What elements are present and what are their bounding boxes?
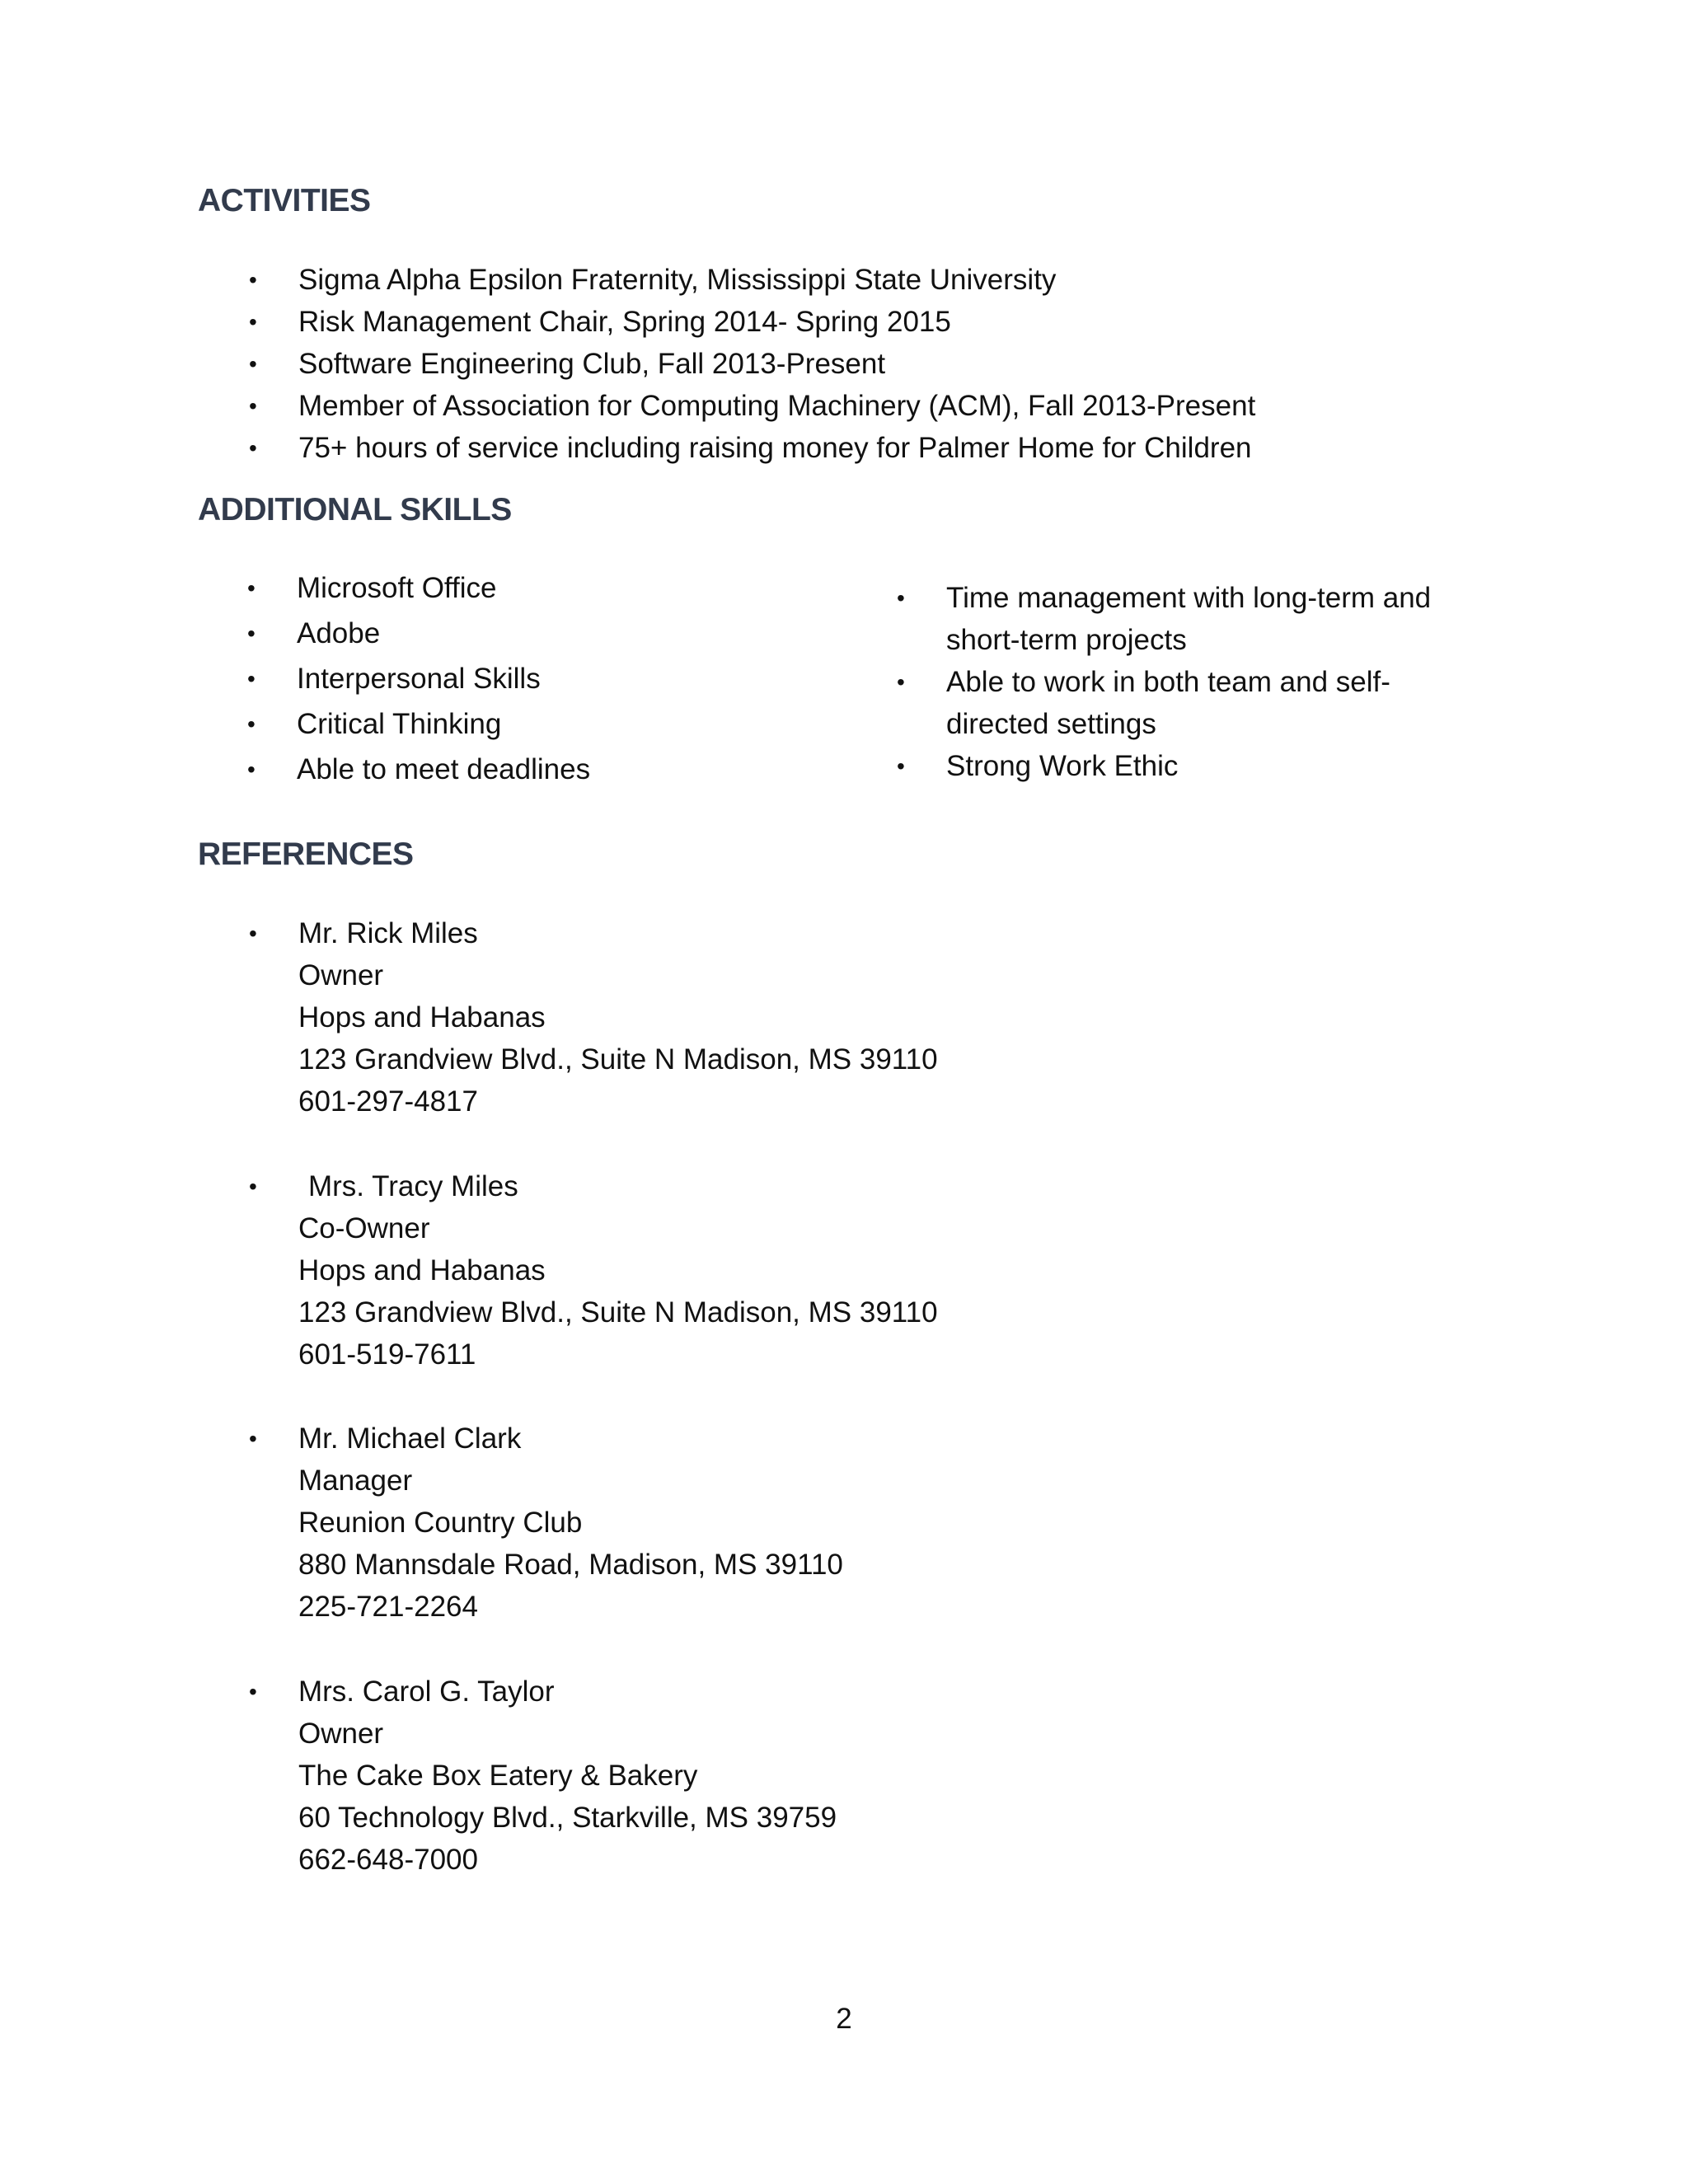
activity-item: • Risk Management Chair, Spring 2014- Spring 2015 [249,301,1485,343]
bullet-icon: • [249,267,257,293]
bullet-icon: • [249,351,257,377]
skill-item: • Interpersonal Skills [247,656,824,701]
bullet-icon: • [249,393,257,419]
activities-list [249,259,1485,469]
reference-entry [249,1418,1403,1628]
page-number: 2 [836,2003,852,2035]
bullet-icon: • [247,757,256,782]
reference-name: Mrs. Carol G. Taylor [298,1675,555,1708]
reference-name: Mr. Michael Clark [298,1422,522,1455]
bullet-icon: • [247,711,256,737]
activity-item: • Sigma Alpha Epsilon Fraternity, Mississippi State University [249,259,1485,301]
reference-phone: 601-297-4817 [298,1085,478,1118]
reference-address: 60 Technology Blvd., Starkville, MS 39759 [298,1802,837,1834]
bullet-icon: • [897,669,905,695]
skills-right-list [897,577,1441,787]
bullet-icon: • [249,1426,257,1451]
reference-entry [249,1165,1403,1376]
bullet-icon: • [247,666,256,691]
reference-company: Hops and Habanas [298,1254,546,1286]
reference-phone: 662-648-7000 [298,1844,478,1876]
activity-item: • Member of Association for Computing Machinery (ACM), Fall 2013-Present [249,385,1485,427]
activity-item: • 75+ hours of service including raising money for Palmer Home for Children [249,427,1485,469]
reference-address: 123 Grandview Blvd., Suite N Madison, MS 39110 [298,1296,938,1329]
skill-item: • Able to meet deadlines [247,747,824,792]
reference-entry [249,912,1403,1122]
skill-item: • Strong Work Ethic [897,745,1441,787]
reference-title: Owner [298,959,384,991]
skill-item: • Time management with long-term and short-term projects [897,577,1441,661]
skill-item: • Able to work in both team and self-directed settings [897,661,1441,745]
skills-left-list [247,565,824,792]
reference-title: Owner [298,1718,384,1750]
bullet-icon: • [247,621,256,646]
skill-item: • Adobe [247,611,824,656]
reference-name: Mrs. Tracy Miles [308,1170,518,1202]
activity-item: • Software Engineering Club, Fall 2013-Present [249,343,1485,385]
reference-entry [249,1671,1403,1881]
bullet-icon: • [247,575,256,601]
skill-item: • Critical Thinking [247,701,824,747]
reference-name: Mr. Rick Miles [298,917,478,949]
bullet-icon: • [897,753,905,779]
bullet-icon: • [897,585,905,611]
bullet-icon: • [249,1174,257,1199]
reference-phone: 601-519-7611 [298,1338,476,1371]
skill-item: • Microsoft Office [247,565,824,611]
reference-address: 123 Grandview Blvd., Suite N Madison, MS 39110 [298,1043,938,1076]
reference-phone: 225-721-2264 [298,1591,478,1623]
activities-heading: ACTIVITIES [198,183,371,218]
reference-company: Hops and Habanas [298,1001,546,1033]
bullet-icon: • [249,1679,257,1704]
bullet-icon: • [249,921,257,946]
reference-title: Manager [298,1465,413,1497]
reference-company: The Cake Box Eatery & Bakery [298,1760,698,1792]
reference-address: 880 Mannsdale Road, Madison, MS 39110 [298,1549,843,1581]
reference-company: Reunion Country Club [298,1507,583,1539]
bullet-icon: • [249,435,257,461]
references-heading: REFERENCES [198,837,414,872]
bullet-icon: • [249,309,257,335]
reference-title: Co-Owner [298,1212,430,1244]
additional-skills-heading: ADDITIONAL SKILLS [198,492,512,527]
